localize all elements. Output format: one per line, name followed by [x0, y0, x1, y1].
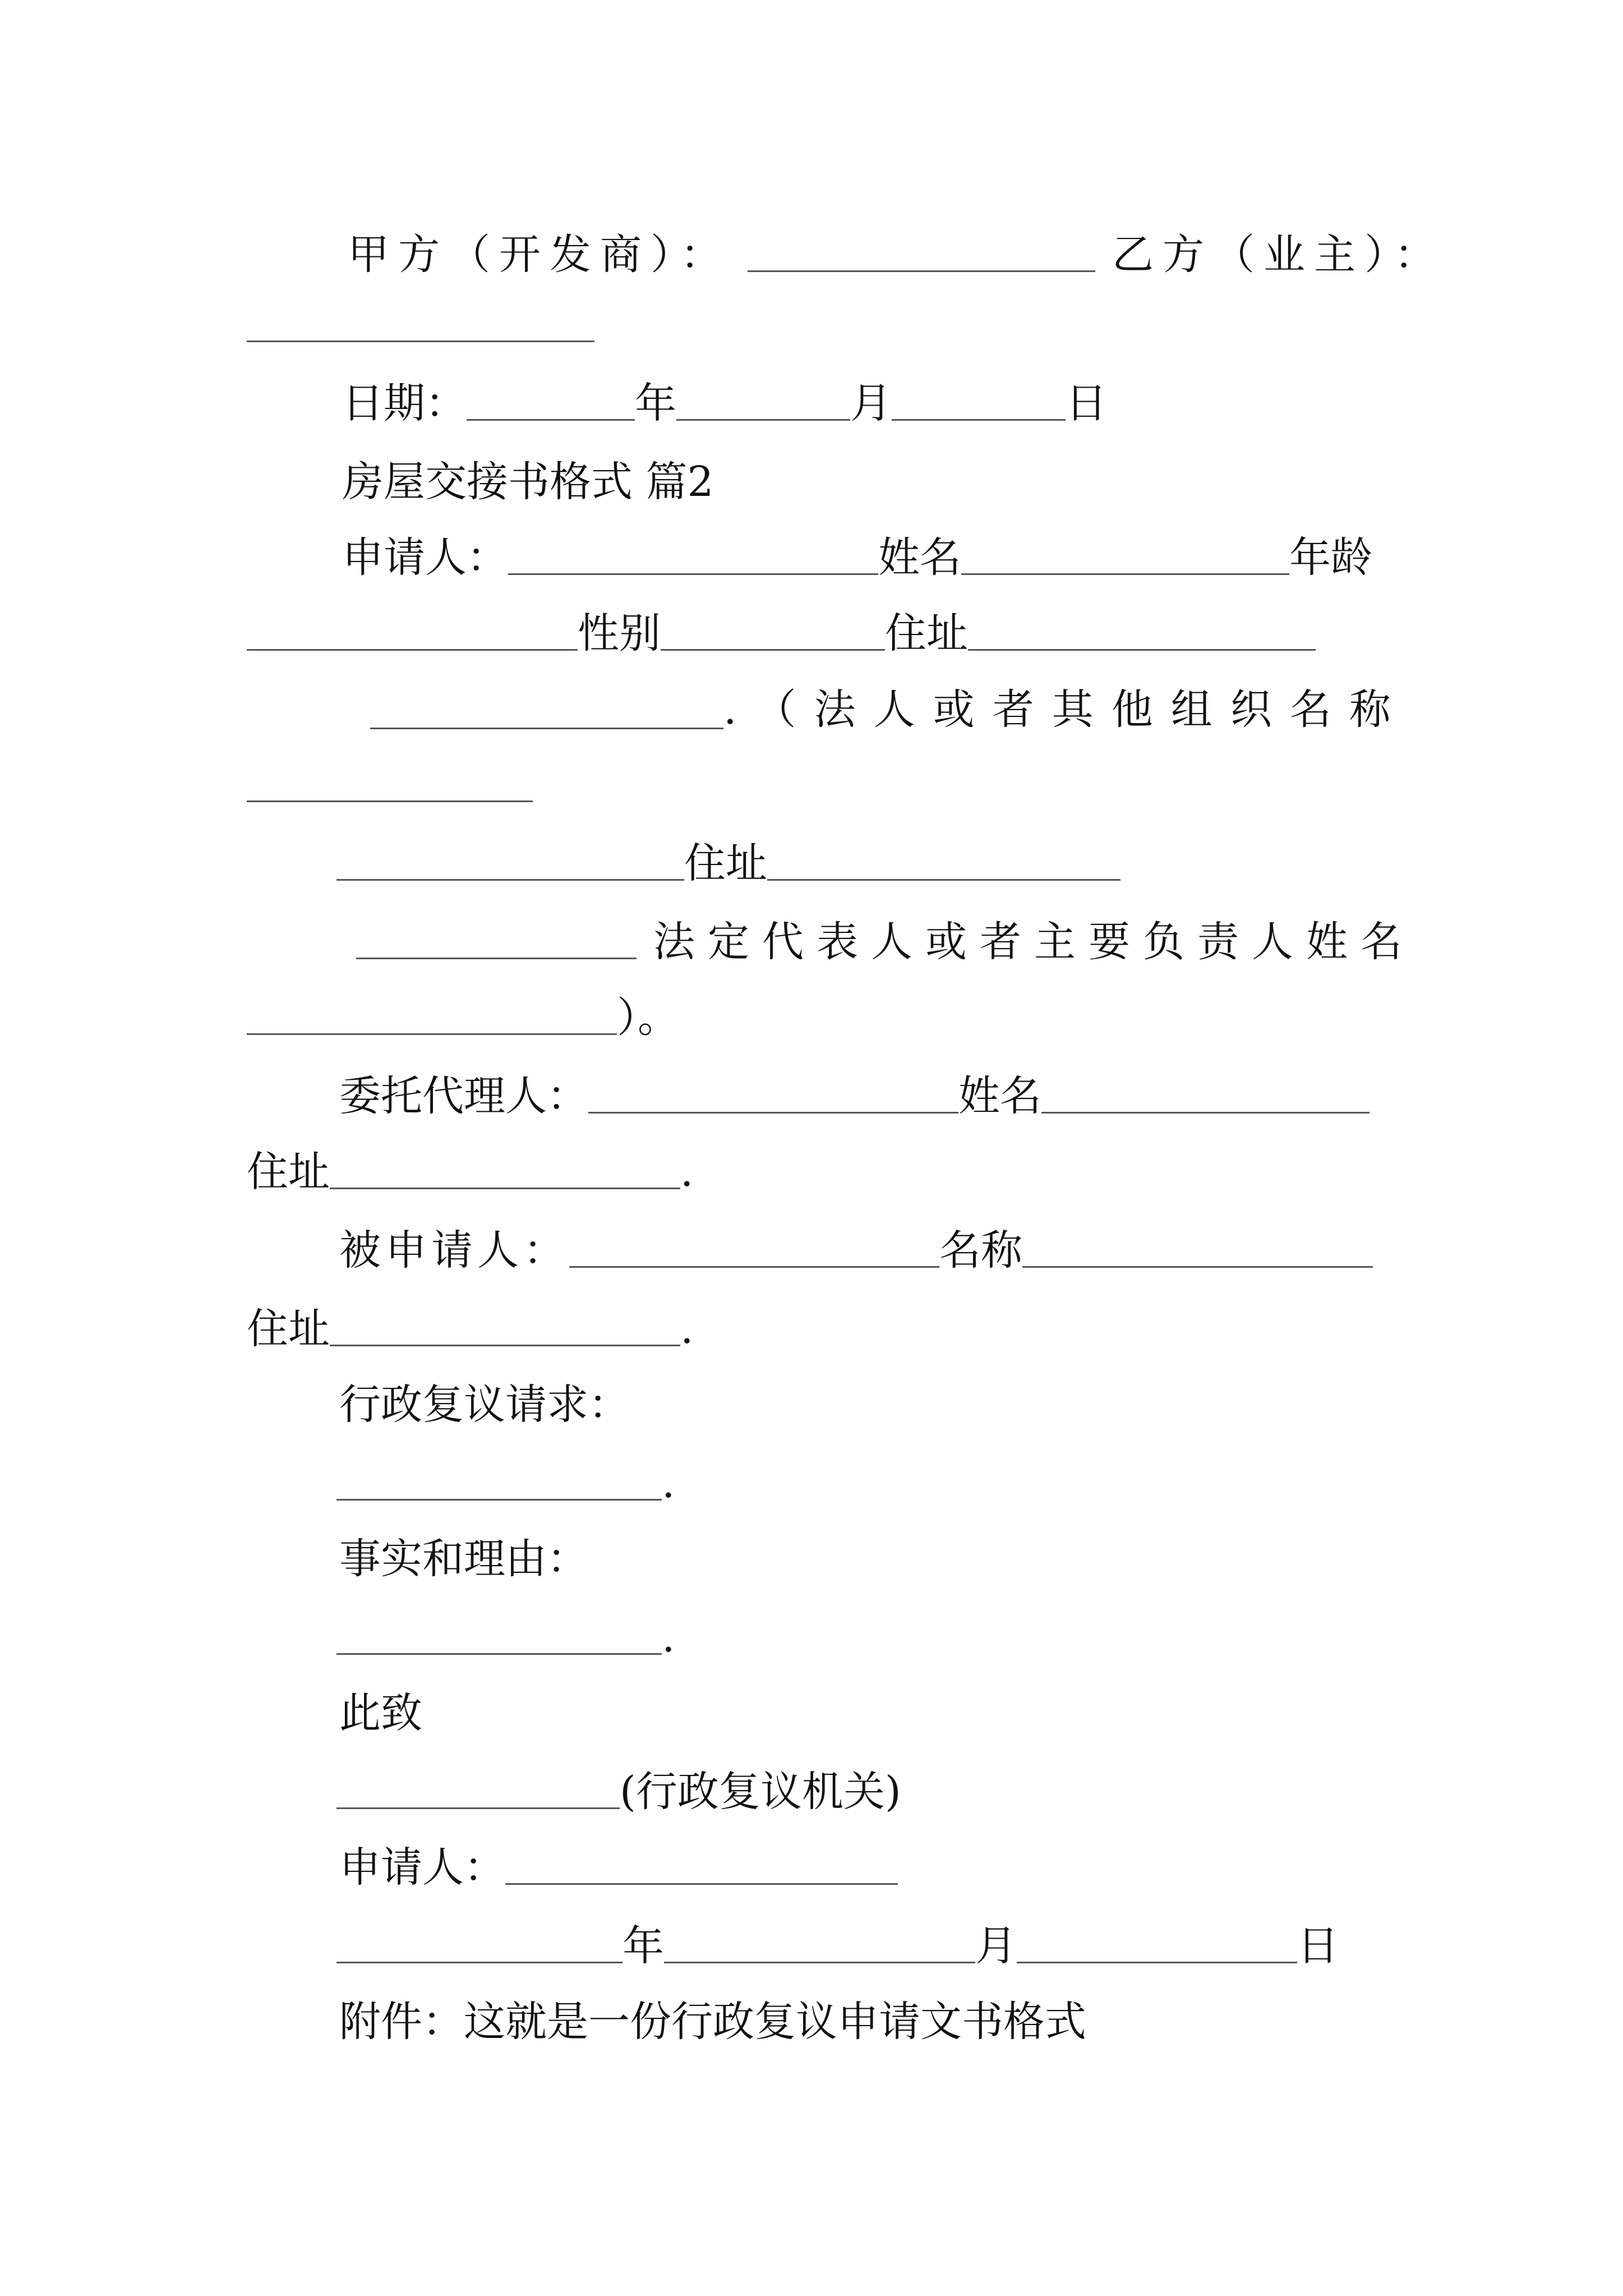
authority-line: [336, 1753, 901, 1815]
gender-blank[interactable]: [661, 648, 885, 651]
closing-date-line: [336, 1907, 1339, 1969]
closing-year-label: 年: [623, 1922, 664, 1970]
month-blank[interactable]: [676, 418, 850, 421]
address-label: 住址: [885, 609, 968, 657]
org-text-char: 法: [814, 685, 856, 734]
section-title-line: [342, 443, 714, 505]
agent-address-label: 住址: [247, 1148, 330, 1196]
org-text-char: 他: [1111, 685, 1153, 734]
sign-blank[interactable]: [505, 1883, 898, 1885]
respondent-address-line: [247, 1290, 694, 1352]
applicant-name-blank[interactable]: [961, 573, 1289, 575]
org-name-blank[interactable]: [247, 800, 533, 802]
agent-period: .: [680, 1148, 694, 1196]
agent-label: 委托代理人：: [339, 1072, 588, 1120]
respondent-label: 被申请人：: [339, 1226, 569, 1274]
request-label: 行政复议请求：: [339, 1381, 630, 1429]
month-label: 月: [850, 379, 892, 427]
org-line: [370, 673, 1391, 735]
org-continuation: [247, 746, 533, 808]
rep-blank[interactable]: [356, 957, 637, 959]
agent-address-line: [247, 1133, 694, 1195]
org-address-blank[interactable]: [767, 878, 1121, 881]
rep-name-blank[interactable]: [247, 1033, 617, 1035]
request-blank-line: [336, 1444, 675, 1506]
party-a-blank[interactable]: [748, 270, 1095, 272]
day-label: 日: [1066, 379, 1107, 427]
org-address-line: [336, 825, 1121, 886]
authority-blank[interactable]: [336, 1807, 620, 1809]
applicant-gender-line: [247, 595, 1316, 656]
facts-blank[interactable]: [336, 1653, 662, 1655]
request-blank[interactable]: [336, 1498, 662, 1501]
salutation: 此致: [339, 1689, 422, 1737]
age-blank[interactable]: [247, 648, 578, 651]
party-line: [348, 216, 1445, 278]
respondent-period: .: [680, 1305, 694, 1353]
sign-label: 申请人：: [339, 1843, 505, 1892]
agent-name-label: 姓名: [958, 1072, 1041, 1120]
facts-label: 事实和理由：: [339, 1535, 588, 1583]
date-label: 日期：: [342, 379, 467, 427]
org-text-char: 组: [1170, 685, 1212, 734]
org-pre-blank[interactable]: [336, 878, 684, 881]
closing-month-label: 月: [975, 1922, 1017, 1970]
closing-day-blank[interactable]: [1017, 1961, 1297, 1963]
org-text-char: （: [754, 685, 796, 734]
agent-address-blank[interactable]: [330, 1187, 680, 1189]
section-title: 房屋交接书格式 篇2: [342, 458, 714, 506]
rep-continuation: [247, 979, 679, 1041]
org-text-char: 其: [1052, 685, 1094, 734]
year-blank[interactable]: [467, 418, 635, 421]
date-line: [342, 365, 1107, 426]
closing-year-blank[interactable]: [336, 1961, 623, 1963]
rep-text: 法定代表人或者主要负责人姓名: [653, 918, 1415, 966]
applicant-line: [342, 519, 1372, 581]
attachment-text: 附件：这就是一份行政复议申请文书格式: [339, 1998, 1086, 2046]
sign-line: [339, 1829, 898, 1890]
respondent-address-label: 住址: [247, 1305, 330, 1353]
org-blank[interactable]: [370, 727, 723, 729]
facts-period: .: [662, 1613, 675, 1662]
request-period: .: [662, 1459, 675, 1507]
respondent-line: [339, 1212, 1373, 1273]
org-text-char: 称: [1349, 685, 1391, 734]
agent-name-blank[interactable]: [1041, 1111, 1370, 1114]
org-text-char: .: [723, 685, 737, 734]
party-b-blank[interactable]: [247, 340, 594, 342]
applicant-age-label: 年龄: [1289, 533, 1372, 582]
respondent-name-blank[interactable]: [1022, 1266, 1373, 1268]
gender-label: 性别: [578, 609, 661, 657]
org-text-char: 或: [933, 685, 975, 734]
agent-blank[interactable]: [588, 1111, 958, 1114]
authority-label: (行政复议机关): [620, 1768, 901, 1816]
org-address-label: 住址: [684, 839, 767, 887]
respondent-blank[interactable]: [569, 1266, 939, 1268]
year-label: 年: [635, 379, 676, 427]
applicant-blank[interactable]: [508, 573, 878, 575]
closing-day-label: 日: [1297, 1922, 1339, 1970]
rep-close: ）。: [617, 993, 679, 1042]
org-text-char: 织: [1230, 685, 1272, 734]
rep-line: [356, 903, 1415, 966]
salutation-line: [339, 1674, 422, 1736]
respondent-address-blank[interactable]: [330, 1344, 680, 1346]
party-b-label: 乙方（业主）：: [1112, 231, 1445, 279]
facts-line: [339, 1520, 588, 1582]
request-line: [339, 1366, 630, 1428]
attachment-line: [339, 1983, 1086, 2045]
applicant-label: 申请人：: [342, 533, 508, 582]
party-b-continuation: [247, 286, 594, 348]
org-text: [723, 685, 1391, 735]
agent-line: [339, 1057, 1370, 1119]
org-text-char: 人: [873, 685, 915, 734]
facts-blank-line: [336, 1599, 675, 1660]
org-text-char: 者: [992, 685, 1034, 734]
address-blank[interactable]: [968, 648, 1316, 651]
respondent-name-label: 名称: [939, 1226, 1022, 1274]
applicant-name-label: 姓名: [878, 533, 961, 582]
closing-month-blank[interactable]: [664, 1961, 975, 1963]
party-a-label: 甲方（开发商）：: [348, 231, 731, 279]
day-blank[interactable]: [892, 418, 1066, 421]
org-text-char: 名: [1289, 685, 1331, 734]
